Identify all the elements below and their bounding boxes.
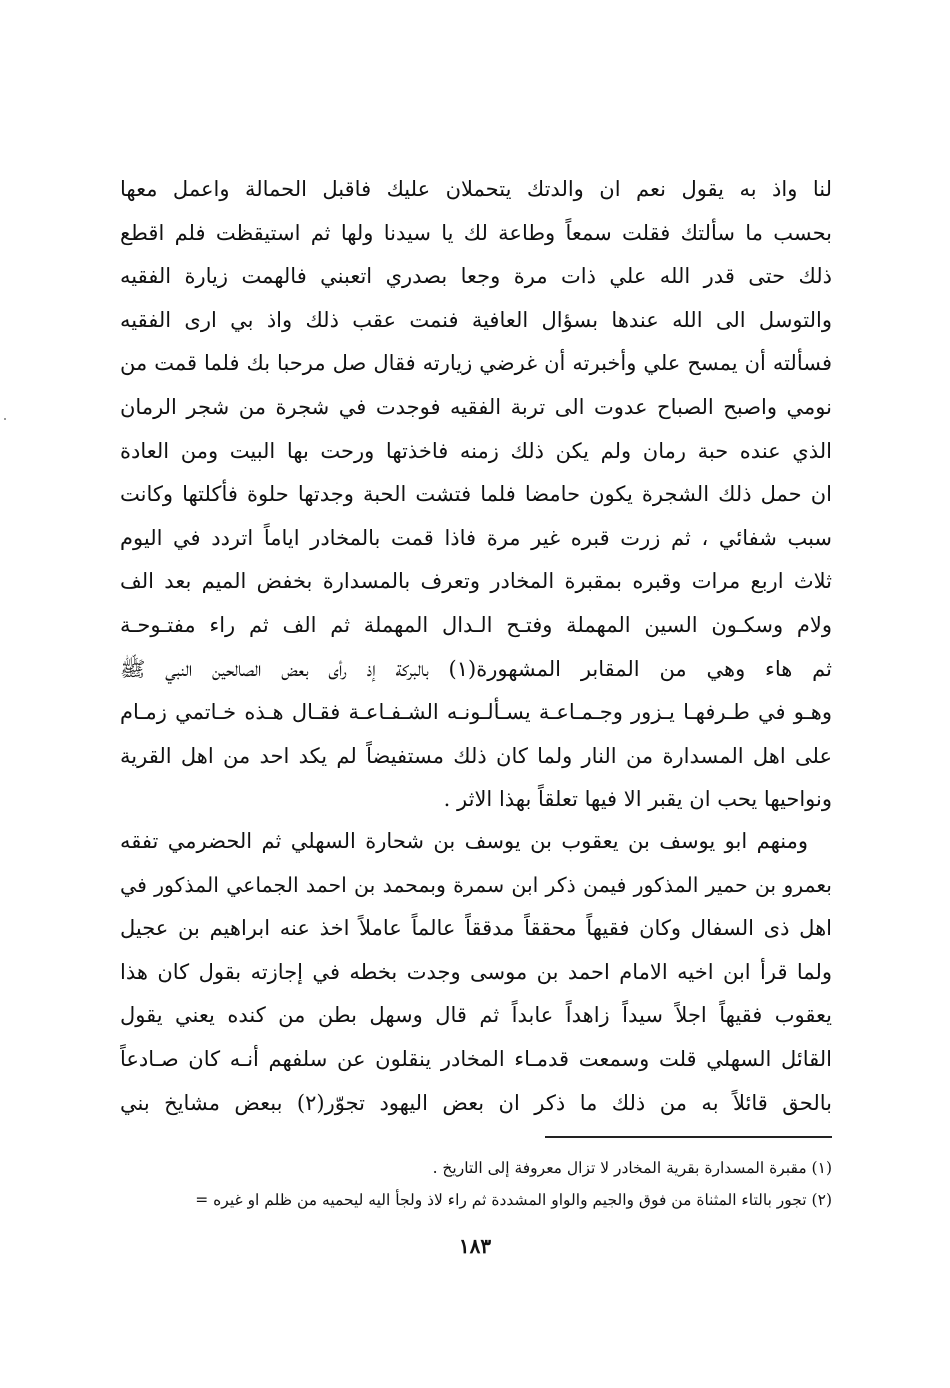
text-line: ذلك حتى قدر الله علي ذات مرة وجعا بصدري اتعبني فالهمت زيارة الفقيه — [120, 264, 832, 289]
paragraph-1 — [120, 168, 832, 822]
text-line: ان حمل ذلك الشجرة يكون حامضا فلما فتشت الحبة وجدتها حلوة فأكلتها وكانت — [120, 482, 832, 507]
text-line: ولما قرأ ابن اخيه الامام احمد بن موسى وجدت بخطه في إجازته بقول كان هذا — [120, 959, 832, 984]
footnotes — [100, 1152, 832, 1216]
page-number: ١٨٣ — [458, 1234, 492, 1258]
text-line: يعقوب فقيهاً اجلاً سيداً زاهداً عابداً ثم قال وسهل بطن من كنده يعني يقول — [120, 1003, 832, 1028]
text-line: لنا واذ به يقول نعم ان والدتك يتحملان عليك فاقبل الحمالة واعمل معها — [120, 177, 832, 201]
text-line: والتوسل الى الله عندها بسؤال العافية فنمت عقب ذلك واذ بي ارى الفقيه — [120, 307, 832, 332]
text-line: على اهل المسدارة من النار ولما كان ذلك مستفيضاً لم يكد احد من اهل القرية — [120, 743, 832, 768]
text-line: الذي عنده حبة رمان ولم يكن ذلك زمنه فاخذتها ورحت بها البيت ومن العادة — [120, 438, 832, 463]
footnote-2: (٢) تجور بالتاء المثناة من فوق والجيم والواو المشددة ثم راء لاذ ولجأ اليه ليحميه من ظلم او غيره = — [195, 1191, 832, 1209]
text-line: ثلاث اربع مرات وقبره بمقبرة المخادر وتعرف بالمسدارة بخفض الميم بعد الف — [120, 569, 832, 594]
text-line: بالحق قائلاً به من ذلك ما ذكر ان بعض اليهود تجوّر(٢) ببعض مشايخ بني — [120, 1090, 832, 1115]
footnote-divider — [545, 1136, 832, 1138]
text-line: بعمرو بن حمير المذكور فيمن ذكر ابن سمرة وبمحمد بن احمد الجماعي المذكور في — [120, 872, 832, 897]
text-line: ثم هاء وهي من المقابر المشهورة(١) بالبركة إذ رأى بعض الصالحين النبي ﷺ — [120, 656, 832, 681]
text-line: فسألته أن يمسح علي وأخبرته أن غرضي زيارته فقال صل مرحبا بك فلما قمت من — [120, 351, 832, 376]
text-line: وهـو في طـرفهـا يـزور وجـمـاعـة يسـألـونـه الشـفـاعـة فقـال هـذه خـاتمي زمـام — [120, 700, 832, 725]
text-line: ومنهم ابو يوسف بن يعقوب بن يوسف بن شحارة السهلي ثم الحضرمي تفقه — [120, 829, 808, 853]
scan-speck — [4, 418, 6, 420]
text-line: اهل ذى السفال وكان فقيهاً محققاً مدققاً عالماً عاملاً اخذ عنه ابراهيم بن عجيل — [120, 916, 832, 941]
footnote-1: (١) مقبرة المسدارة بقرية المخادر لا تزال معروفة إلى التاريخ . — [432, 1159, 832, 1177]
paragraph-2 — [120, 820, 832, 1125]
text-line: ونواحيها يحب ان يقبر الا فيها تعلقاً بهذا الاثر . — [443, 787, 832, 812]
text-line: نومي واصبح الصباح عدوت الى تربة الفقيه فوجدت في شجرة من شجر الرمان — [120, 394, 832, 419]
text-line: ولام وسكـون السين المهملة وفتـح الـدال المهملة ثم الف ثم راء مفتـوحـة — [120, 612, 832, 637]
text-line: بحسب ما سألتك فقلت سمعاً وطاعة لك يا سيدنا ولها ثم استيقظت فلم اقطع — [120, 220, 832, 245]
text-line: القائل السهلي قلت وسمعت قدمـاء المخادر ينقلون عن سلفهم أنـه كان صـادعاً — [120, 1046, 832, 1071]
text-line: سبب شفائي ، ثم زرت قبره غير مرة فاذا قمت بالمخادر اياماً اتردد في اليوم — [120, 525, 832, 550]
